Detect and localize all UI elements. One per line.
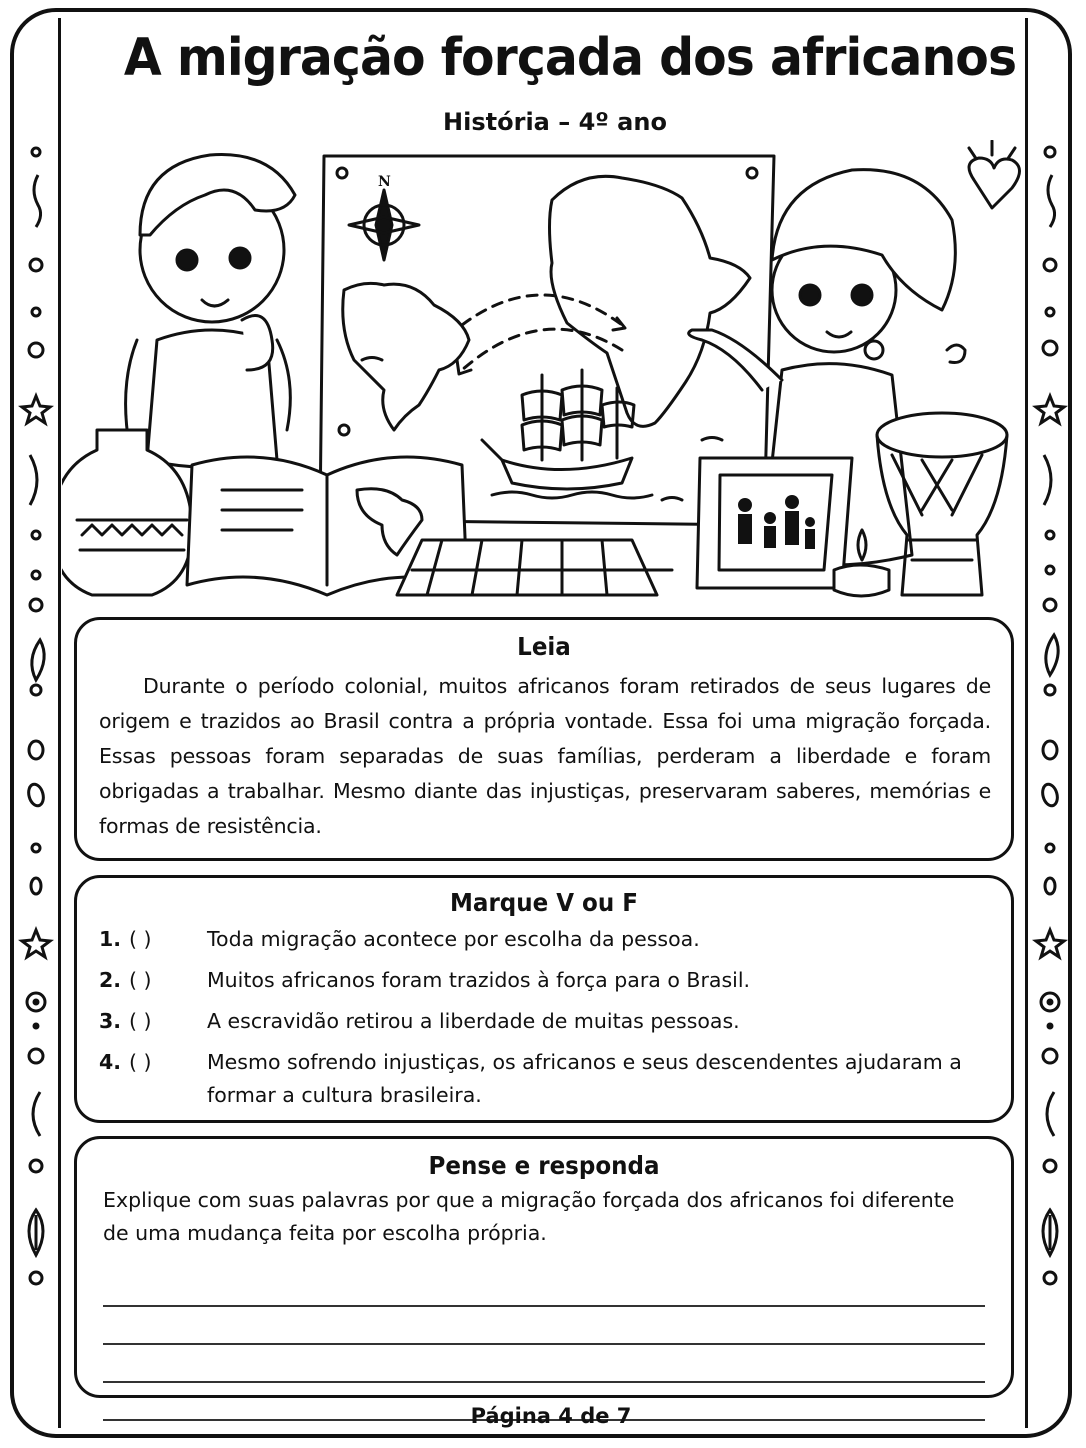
page-subtitle: História – 4º ano: [443, 108, 667, 136]
illustration-scene: [62, 140, 1022, 610]
think-section-prompt: Explique com suas palavras por que a migração forçada dos africanos foi diferente de uma mudança feita por escolha própria.: [103, 1188, 955, 1245]
true-false-section: [74, 875, 1014, 1123]
item-number: 1.: [99, 927, 122, 951]
true-false-item: [99, 923, 1011, 956]
boy-character-icon: [126, 155, 295, 468]
item-number: 4.: [99, 1050, 122, 1074]
think-section-title: Pense e responda: [428, 1151, 660, 1180]
true-false-item: [99, 964, 1011, 997]
answer-lines: [103, 1269, 985, 1421]
read-section-text: Durante o período colonial, muitos africanos foram retirados de seus lugares de origem e trazidos ao Brasil contra a própria vontade. Essa foi uma migração forçada. Essas pessoas foram separadas de suas famílias, perderam a liberdade e foram obrigadas a trabalhar. Mesmo diante das injustiças, preservaram saberes, memórias e formas de resistência.: [99, 674, 991, 838]
item-text: Toda migração acontece por escolha da pessoa.: [207, 927, 700, 951]
illustration: [62, 140, 1022, 610]
item-text: A escravidão retirou a liberdade de muitas pessoas.: [207, 1009, 740, 1033]
family-photo-frame-icon: [697, 458, 852, 588]
item-number: 3.: [99, 1009, 122, 1033]
answer-line[interactable]: [103, 1345, 985, 1383]
right-decorative-border: [1028, 130, 1072, 1300]
answer-blank[interactable]: ( ): [129, 1009, 152, 1033]
compass-north-label: N: [378, 174, 391, 190]
true-false-item: [99, 1046, 1011, 1112]
right-border-ornaments-icon: [1028, 130, 1072, 1300]
left-decorative-border: [14, 130, 58, 1300]
true-false-list: [99, 923, 1011, 1112]
answer-blank[interactable]: ( ): [129, 1050, 152, 1074]
answer-line[interactable]: [103, 1307, 985, 1345]
item-number: 2.: [99, 968, 122, 992]
think-section: [74, 1136, 1014, 1398]
answer-blank[interactable]: ( ): [129, 968, 152, 992]
true-false-title: Marque V ou F: [450, 888, 638, 917]
read-section-title: Leia: [517, 632, 571, 661]
left-border-ornaments-icon: [14, 130, 58, 1300]
true-false-item: [99, 1005, 1011, 1038]
read-section: [74, 617, 1014, 861]
patterned-rug-icon: [397, 540, 672, 595]
item-text: Muitos africanos foram trazidos à força para o Brasil.: [207, 968, 751, 992]
answer-line[interactable]: [103, 1269, 985, 1307]
item-text: Mesmo sofrendo injustiças, os africanos e seus descendentes ajudaram a formar a cultura brasileira.: [207, 1050, 962, 1107]
page-title: A migração forçada dos africanos: [123, 28, 1017, 88]
page-number: Página 4 de 7: [470, 1404, 632, 1428]
answer-blank[interactable]: ( ): [129, 927, 152, 951]
